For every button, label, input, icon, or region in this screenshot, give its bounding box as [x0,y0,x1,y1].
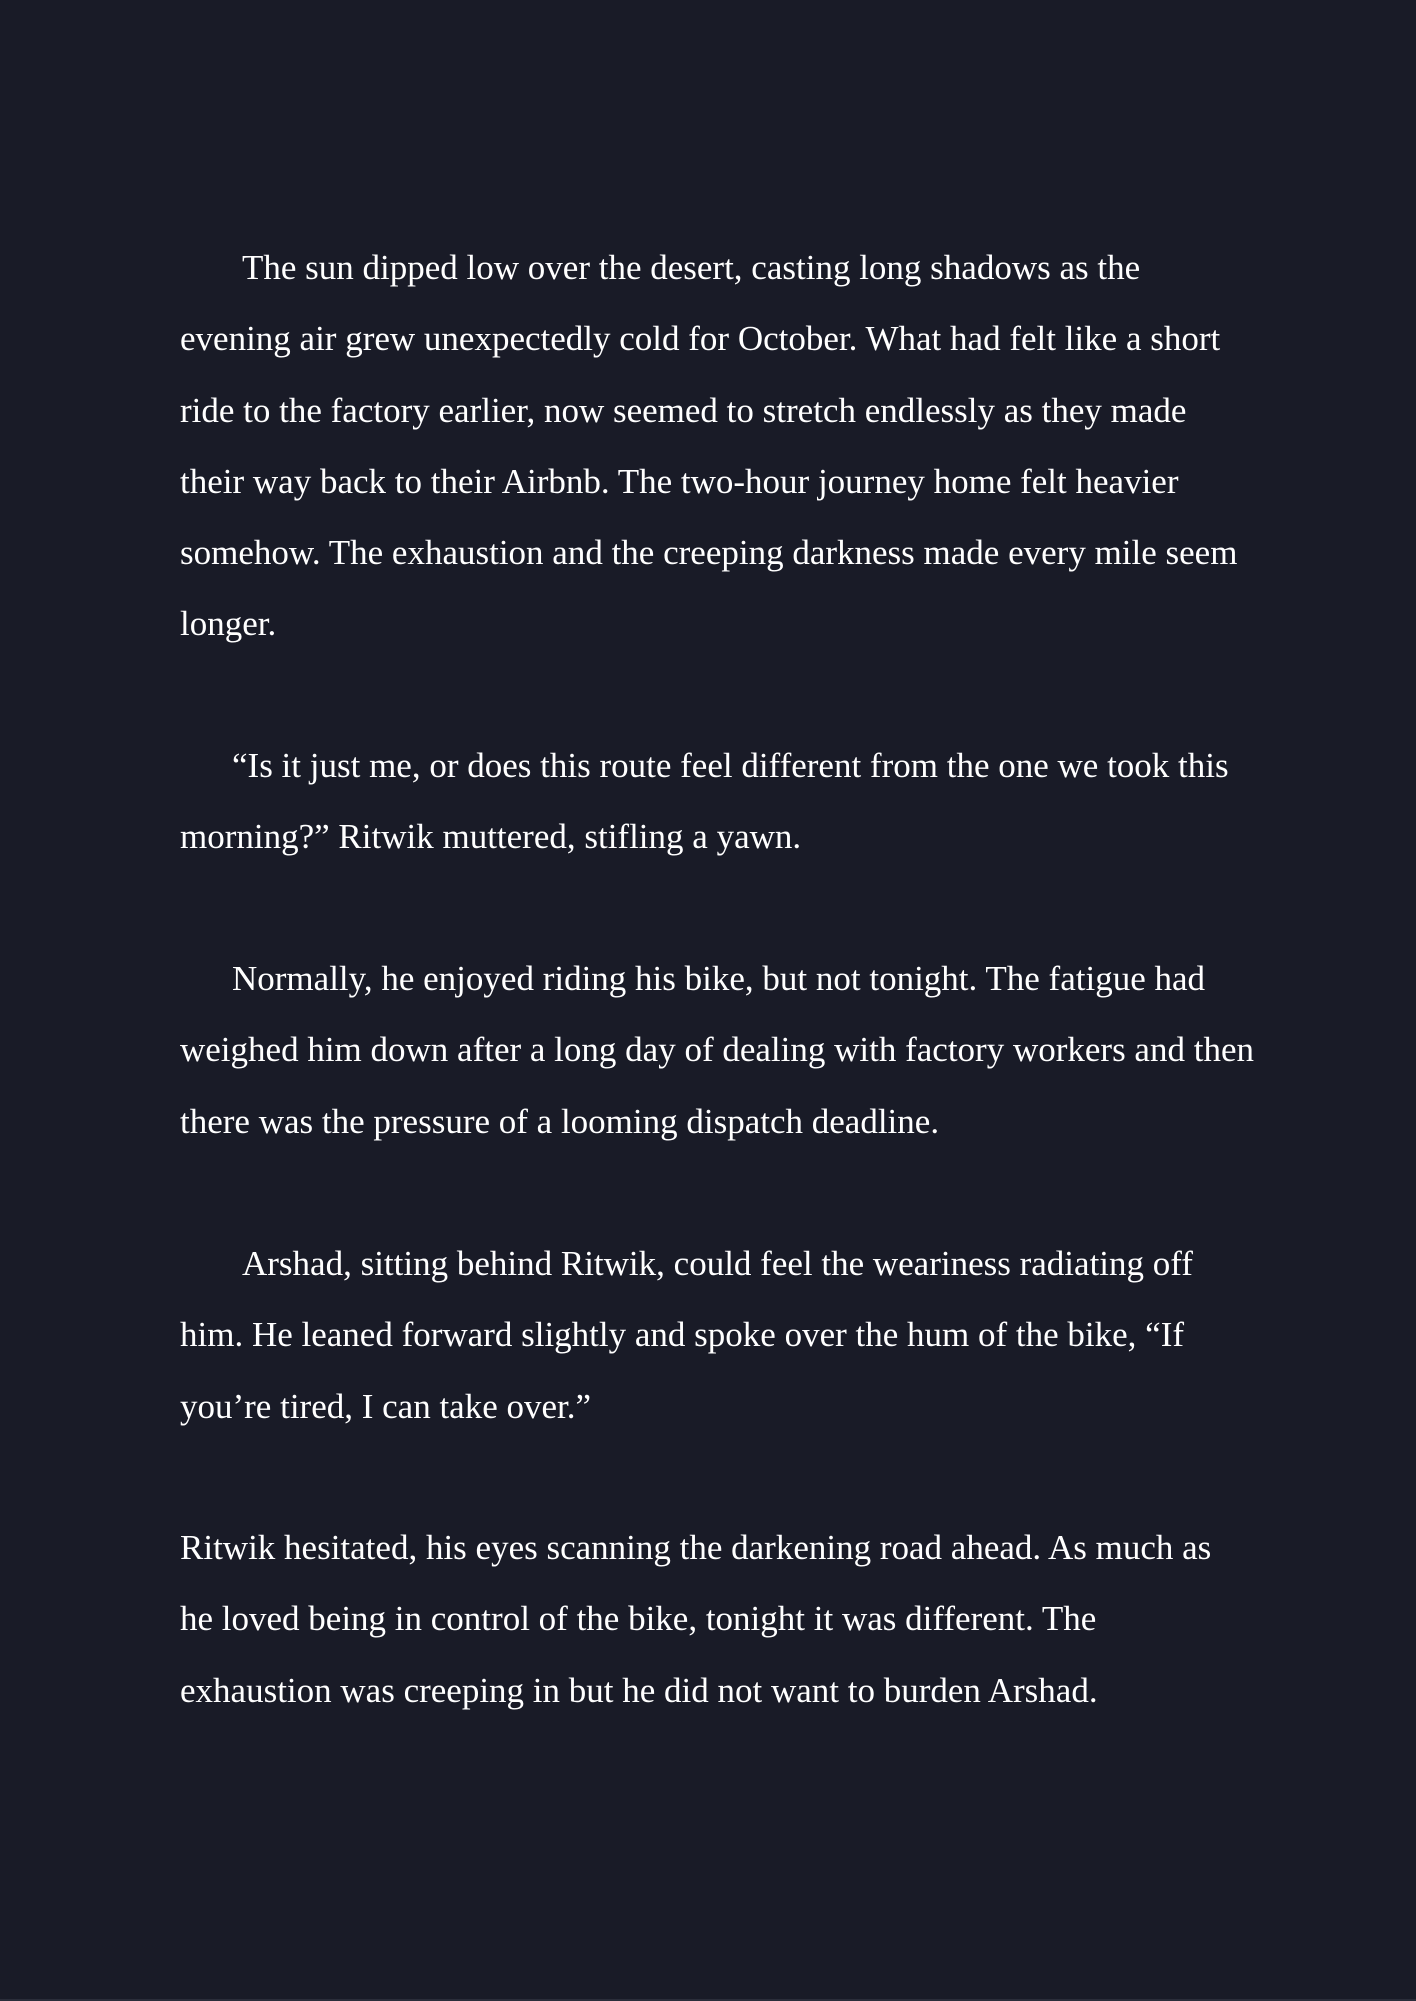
paragraph-3 [180,943,1300,1157]
text-line: Arshad, sitting behind Ritwik, could feel the weariness radiating off [242,1244,1193,1283]
text-line: longer. [180,604,277,644]
text-line: weighed him down after a long day of dealing with factory workers and then [180,1030,1254,1070]
paragraph-4 [180,1228,1300,1442]
text-line: The sun dipped low over the desert, casting long shadows as the [242,248,1141,287]
text-line: you’re tired, I can take over.” [180,1386,592,1426]
text-line: there was the pressure of a looming dispatch deadline. [180,1101,940,1141]
text-line: Ritwik hesitated, his eyes scanning the darkening road ahead. As much as [180,1528,1212,1567]
text-line: he loved being in control of the bike, tonight it was different. The [180,1599,1097,1639]
paragraph-2 [180,730,1300,873]
text-line: morning?” Ritwik muttered, stifling a yawn. [180,817,802,857]
text-line: “Is it just me, or does this route feel different from the one we took this [232,746,1229,785]
text-line: their way back to their Airbnb. The two-hour journey home felt heavier [180,461,1179,501]
paragraph-1 [180,232,1300,660]
text-line: Normally, he enjoyed riding his bike, but not tonight. The fatigue had [232,959,1206,998]
text-line: him. He leaned forward slightly and spoke over the hum of the bike, “If [180,1315,1185,1355]
text-line: somehow. The exhaustion and the creeping darkness made every mile seem [180,533,1238,573]
text-line: evening air grew unexpectedly cold for October. What had felt like a short [180,319,1221,359]
text-line: ride to the factory earlier, now seemed to stretch endlessly as they made [180,390,1187,430]
text-line: exhaustion was creeping in but he did not want to burden Arshad. [180,1670,1098,1710]
paragraph-5 [180,1512,1300,1726]
